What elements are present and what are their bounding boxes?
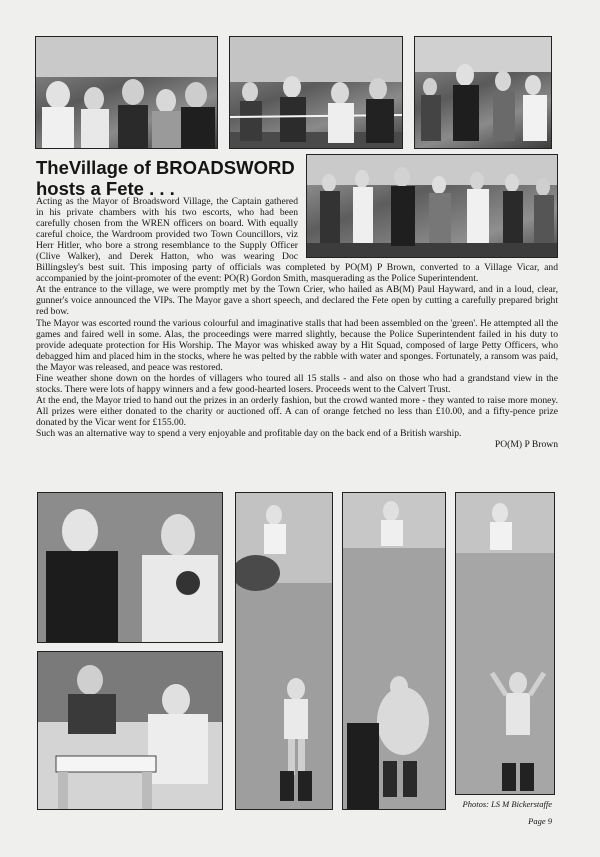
paragraph-5: At the end, the Mayor tried to hand out the prizes in an orderly fashion, but the crowd wanted more - they wanted to raise more money. All prizes were either donated to the charity or auctioned off. A can of orange fetched no less than £10.00, and a fifty-pence prize donated by the Vicar went for £155.00. [36,394,558,428]
paragraph-6: Such was an alternative way to spend a very enjoyable and profitable day on the back end of a British warship. [36,427,462,439]
photo-mayor-in-stocks [37,651,223,810]
photo-water-dunk-3 [455,492,555,795]
paragraph-4: Fine weather shone down on the hordes of villagers who toured all 15 stalls - and also on those who had a grandstand view in the stocks. There were lots of happy winners and a few good-hearted losers. Proceeds went to the Calvert Trust. [36,372,558,395]
paragraph-1: Acting as the Mayor of Broadsword Village, the Captain gathered in his private chambers with his two escorts, who had been carefully chosen from the WREN officers on board. With equally careful choice, the Wardroom provided two Town Councillors, viz Herr Hitler, who bore a strong resemblance to the Supply Officer (Clive Walker), and Derek Hatton, who was wearing Doc Billingsley's best suit. This imposing party of officials was completed by PO(M) P Brown, converted to a Village Vicar, and accompanied by the joint-promoter of the event: PO(R) Gordon Smith, masquerading as the Police Superintendent. [36,196,558,285]
title-line-1: TheVillage of BROADSWORD [36,157,295,178]
photo-water-dunk-2 [342,492,446,810]
byline: PO(M) P Brown [494,439,558,451]
photo-mayor-at-stall [306,154,558,258]
article-title [36,157,306,199]
photo-credit: Photos: LS M Bickerstaffe [462,799,552,809]
photo-ribbon-cutting [229,36,403,149]
paragraph-3: The Mayor was escorted round the various colourful and imaginative stalls that had been assembled on the 'green'. He attempted all the games and faired well in some. Alas, the proceedings were marred slightly, because the Police Superintendent failed in his duty to provide adequate protection for His Worship. The Mayor was whisked away by a Hit Squad, composed of large Petty Officers, who debagged him and placed him in the stocks, where he was pelted by the rabble with water and sponges. Fortunately, a ransom was paid, the Mayor was released, and peace was restored. [36,317,558,373]
article-body [36,196,558,450]
title-line-2: hosts a Fete . . . [36,178,175,199]
photo-vicar-and-officer [37,492,223,643]
photo-costumed-officials [35,36,218,149]
paragraph-2: At the entrance to the village, we were promptly met by the Town Crier, who hailed as AB(M) Paul Hayward, and in a loud, clear, gunner's voice announced the VIPs. The Mayor gave a short speech, and declared the Fete open by cutting a carefully prepared bright red bow. [36,284,558,318]
photo-crowd-on-deck [414,36,552,149]
page-number: Page 9 [528,816,552,826]
photo-water-dunk-1 [235,492,333,810]
